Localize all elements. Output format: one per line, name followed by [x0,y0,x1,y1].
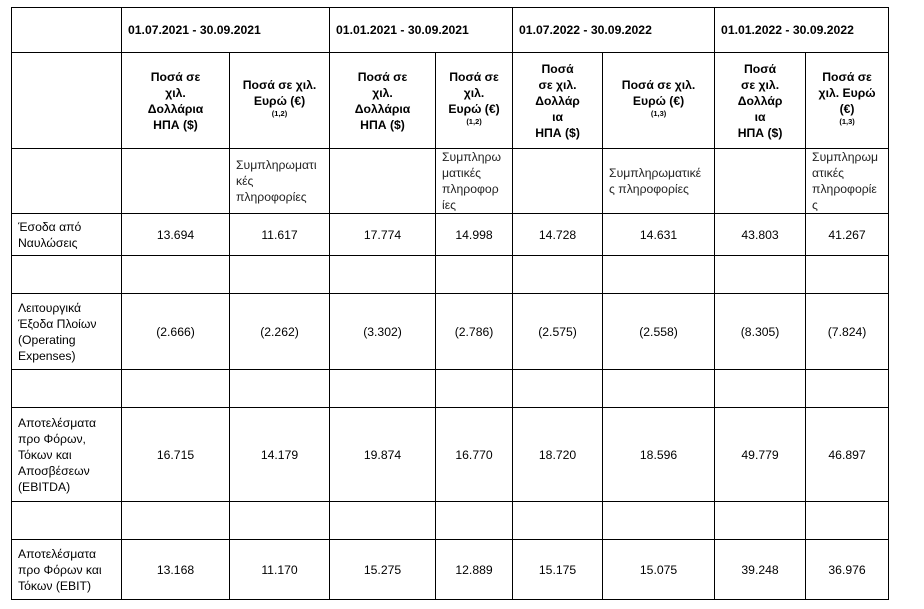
table-cell: 17.774 [330,214,436,256]
footnote-ref: (1,3) [839,116,855,126]
empty-cell [230,370,330,408]
empty-cell [230,256,330,294]
table-cell: 13.694 [122,214,230,256]
table-cell: 16.770 [436,408,513,502]
table-cell: 49.779 [715,408,806,502]
spacer-row [12,370,889,408]
currency-header [715,53,806,149]
table-cell: (2.558) [603,294,715,370]
table-cell: 11.617 [230,214,330,256]
financial-results-table [11,7,889,600]
empty-cell [12,149,122,214]
currency-header [436,53,513,149]
currency-header-text: Ποσά σε χιλ. Ευρώ (€) [242,77,317,108]
empty-cell [715,256,806,294]
currency-header-text: Ποσά σε χιλ. Δολλάρια ΗΠΑ ($) [147,69,204,132]
empty-cell [513,370,603,408]
empty-cell [12,53,122,149]
empty-cell [122,502,230,540]
empty-cell [230,502,330,540]
currency-header-text: Ποσά σε χιλ. Ευρώ (€) [621,77,696,108]
table-cell: (7.824) [806,294,889,370]
footnote-ref: (1,2) [271,108,288,118]
empty-cell [12,256,122,294]
currency-header [122,53,230,149]
spacer-row [12,502,889,540]
row-label: Αποτελέσματα προ Φόρων, Τόκων και Αποσβέσεων (EBITDA) [12,408,122,502]
currency-header-text: Ποσά σε χιλ. Δολλάρ ια ΗΠΑ ($) [737,61,783,140]
table-cell: (2.575) [513,294,603,370]
table-cell: 19.874 [330,408,436,502]
table-cell: 18.596 [603,408,715,502]
currency-header [513,53,603,149]
footnote-ref: (1,3) [650,108,667,118]
table-cell: (2.262) [230,294,330,370]
table-cell: 16.715 [122,408,230,502]
supplementary-note: Συμπληρωμ ατικές πληροφορίε ς [806,149,889,214]
table-cell: 15.175 [513,540,603,600]
table-cell: 14.631 [603,214,715,256]
supplementary-note: Συμπληρωματικέ ς πληροφορίες [603,149,715,214]
table-cell: 36.976 [806,540,889,600]
supplementary-note [122,149,230,214]
empty-cell [12,370,122,408]
empty-cell [806,256,889,294]
table-cell: (2.666) [122,294,230,370]
currency-header [230,53,330,149]
currency-header [330,53,436,149]
empty-cell [513,502,603,540]
row-label: Αποτελέσματα προ Φόρων και Τόκων (EBIT) [12,540,122,600]
table-cell: 46.897 [806,408,889,502]
currency-header-text: Ποσά σε χιλ. Ευρώ (€) [818,69,876,116]
empty-cell [12,502,122,540]
empty-cell [122,370,230,408]
period-header: 01.01.2022 - 30.09.2022 [715,8,889,53]
empty-cell [513,256,603,294]
table-cell: 14.728 [513,214,603,256]
supplementary-note [715,149,806,214]
supplementary-note [513,149,603,214]
table-row [12,408,889,502]
table-cell: 43.803 [715,214,806,256]
table-cell: 39.248 [715,540,806,600]
table-row [12,214,889,256]
currency-header-text: Ποσά σε χιλ. Ευρώ (€) [448,69,500,116]
table-cell: 41.267 [806,214,889,256]
table-cell: 12.889 [436,540,513,600]
empty-cell [603,370,715,408]
table-cell: 13.168 [122,540,230,600]
table-cell: 18.720 [513,408,603,502]
table-cell: 15.275 [330,540,436,600]
table-row [12,540,889,600]
table-cell: (3.302) [330,294,436,370]
currency-header-text: Ποσά σε χιλ. Δολλάρ ια ΗΠΑ ($) [535,61,580,140]
empty-cell [436,370,513,408]
table-cell: (8.305) [715,294,806,370]
supplementary-row [12,149,889,214]
period-header: 01.07.2022 - 30.09.2022 [513,8,715,53]
table-cell: 14.998 [436,214,513,256]
empty-cell [603,256,715,294]
empty-cell [603,502,715,540]
table-cell: (2.786) [436,294,513,370]
empty-cell [122,256,230,294]
empty-cell [806,370,889,408]
supplementary-note: Συμπληρωματι κές πληροφορίες [230,149,330,214]
empty-cell [806,502,889,540]
currency-header [806,53,889,149]
empty-cell [330,256,436,294]
spacer-row [12,256,889,294]
empty-cell [330,502,436,540]
table-cell: 14.179 [230,408,330,502]
row-label: Έσοδα από Ναυλώσεις [12,214,122,256]
empty-cell [330,370,436,408]
currency-header [603,53,715,149]
empty-cell [436,256,513,294]
period-header: 01.07.2021 - 30.09.2021 [122,8,330,53]
empty-cell [436,502,513,540]
corner-cell [12,8,122,53]
empty-cell [715,370,806,408]
footnote-ref: (1,2) [466,116,482,126]
row-label: Λειτουργικά Έξοδα Πλοίων (Operating Expenses) [12,294,122,370]
table-cell: 15.075 [603,540,715,600]
period-header-row [12,8,889,53]
supplementary-note: Συμπληρω ματικές πληροφορ ίες [436,149,513,214]
supplementary-note [330,149,436,214]
currency-header-text: Ποσά σε χιλ. Δολλάρια ΗΠΑ ($) [354,69,411,132]
table-row [12,294,889,370]
period-header: 01.01.2021 - 30.09.2021 [330,8,513,53]
currency-header-row [12,53,889,149]
table-cell: 11.170 [230,540,330,600]
empty-cell [715,502,806,540]
